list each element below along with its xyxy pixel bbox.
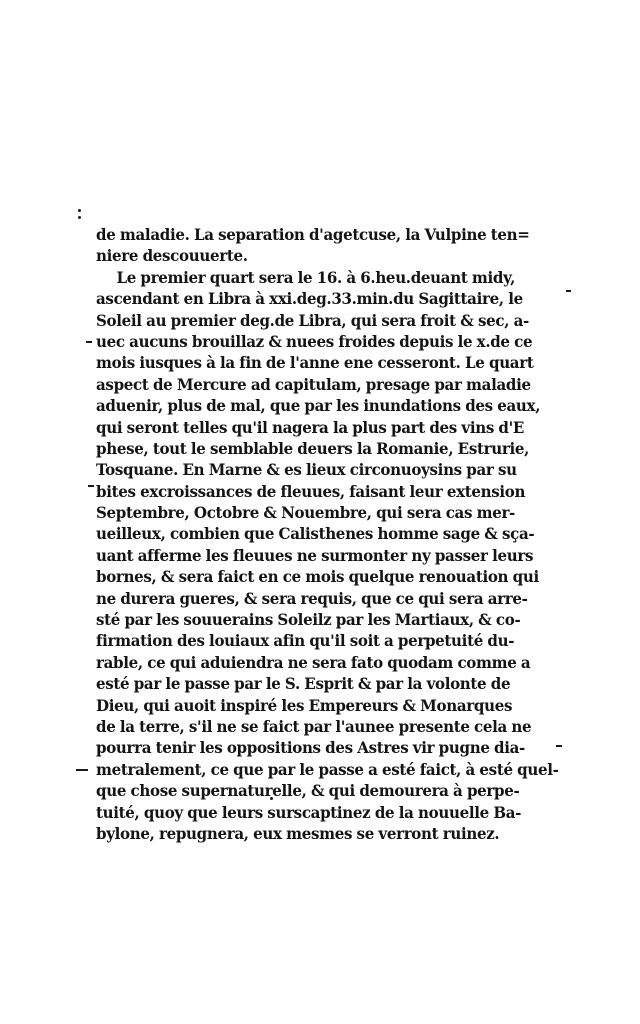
text-line: Septembre, Octobre & Nouembre, qui sera cas mer- (96, 503, 515, 523)
margin-mark (76, 769, 88, 771)
text-line: pourra tenir les oppositions des Astres vir pugne dia- (96, 738, 525, 758)
margin-mark (566, 290, 571, 292)
margin-mark (86, 341, 92, 343)
text-line: rable, ce qui aduiendra ne sera fato quodam comme a (96, 652, 531, 672)
text-line: aduenir, plus de mal, que par les inundations des eaux, (96, 396, 541, 416)
text-line: de maladie. La separation d'agetcuse, la Vulpine ten= (96, 225, 530, 244)
text-line: ascendant en Libra à xxi.deg.33.min.du Sagittaire, le (96, 289, 523, 309)
text-line: esté par le passe par le S. Esprit & par la volonte de (96, 674, 511, 694)
text-line: Soleil au premier deg.de Libra, qui sera froit & sec, a- (96, 310, 529, 330)
text-line: phese, tout le semblable deuers la Romanie, Estrurie, (96, 438, 530, 458)
body-text (96, 224, 559, 844)
text-line: bornes, & sera faict en ce mois quelque renouation qui (96, 567, 539, 587)
text-line: ne durera gueres, & sera requis, que ce qui sera arre- (96, 588, 528, 608)
text-line: metralement, ce que par le passe a esté faict, à esté quel- (96, 759, 559, 779)
text-line: Tosquane. En Marne & es lieux circonuoysins par su (96, 460, 517, 480)
margin-mark (556, 745, 562, 747)
text-line: ueilleux, combien que Calisthenes homme sage & sça- (96, 524, 535, 544)
text-line: uant afferme les fleuues ne surmonter ny passer leurs (96, 545, 534, 565)
text-line: firmation des louiaux afin qu'il soit a perpetuité du- (96, 631, 515, 651)
margin-speck (78, 216, 81, 219)
text-line: bites excroissances de fleuues, faisant leur extension (96, 481, 526, 501)
text-line: de la terre, s'il ne se faict par l'aunee presente cela ne (96, 716, 532, 736)
text-line: sté par les souuerains Soleilz par les Martiaux, & co- (96, 610, 521, 630)
text-line: que chose supernaturelle, & qui demourera à perpe- (96, 781, 520, 801)
text-line: qui seront telles qu'il nagera la plus part des vins d'E (96, 417, 525, 437)
text-line: mois iusques à la fin de l'anne ene cesseront. Le quart (96, 353, 534, 373)
text-line: bylone, repugnera, eux mesmes se verront ruinez. (96, 823, 500, 843)
text-line: Le premier quart sera le 16. à 6.heu.deuant midy, (116, 267, 516, 287)
margin-mark (88, 485, 94, 487)
text-line: tuité, quoy que leurs surscaptinez de la nouuelle Ba- (96, 802, 522, 822)
text-line: niere descouuerte. (96, 246, 248, 266)
text-line: uec aucuns brouillaz & nuees froides depuis le x.de ce (96, 331, 533, 351)
margin-speck (78, 209, 81, 212)
text-line: Dieu, qui auoit inspiré les Empereurs & Monarques (96, 695, 513, 715)
text-line: aspect de Mercure ad capitulam, presage par maladie (96, 374, 531, 394)
